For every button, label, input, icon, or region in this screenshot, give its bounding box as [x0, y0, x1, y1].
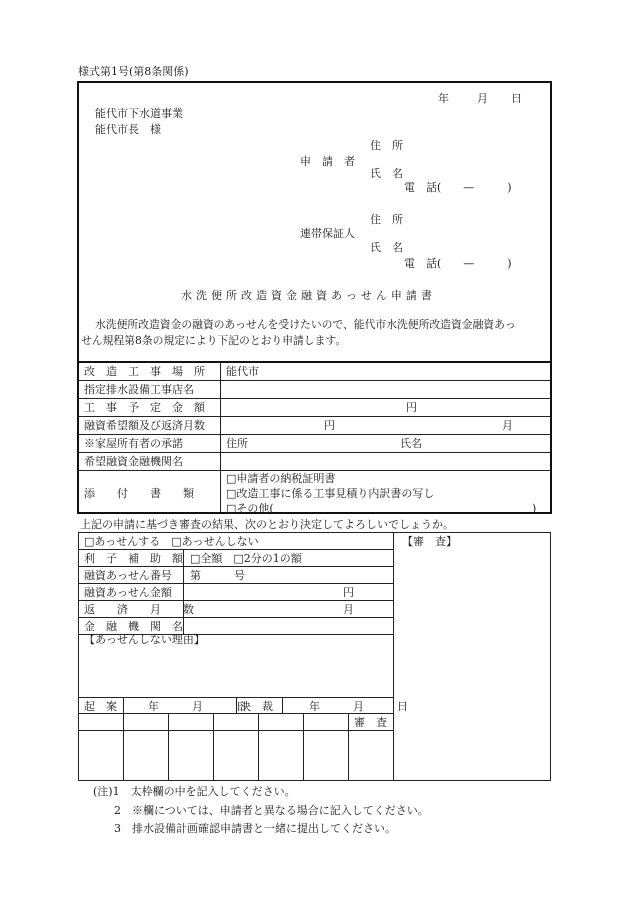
number-label: 融資あっせん番号	[84, 569, 172, 582]
date-day: 日	[511, 92, 522, 105]
bank-label: 金 融 機 関 名	[84, 620, 183, 633]
guarantor-role: 連帯保証人	[300, 227, 355, 240]
frame-bottom	[77, 512, 552, 514]
review-label: 審 査	[354, 716, 387, 729]
r4-unit-yen: 円	[324, 419, 335, 432]
r7-item2: □改造工事に係る工事見積り内訳書の写し	[226, 487, 435, 500]
r5-addr: 住所	[226, 437, 248, 450]
draft-date: 年 月 日	[148, 700, 247, 713]
note-3: 3 排水設備計画確認申請書と一緒に提出してください。	[114, 822, 396, 835]
frame-left	[77, 81, 79, 514]
form-title: 水洗便所改造資金融資あっせん申請書	[181, 289, 436, 302]
applicant-address-label: 住 所	[370, 139, 403, 152]
body-line1: 水洗便所改造資金の融資のあっせんを受けたいので、能代市水洗便所改造資金融資あっ	[95, 318, 516, 331]
guarantor-phone-label: 電 話( — )	[404, 257, 512, 270]
date-month: 月	[477, 92, 488, 105]
note-1: (注)1 太枠欄の中を記入してください。	[93, 785, 296, 798]
amount-label: 融資あっせん金額	[84, 586, 172, 599]
frame-top	[77, 81, 552, 83]
number-value: 第 号	[190, 569, 245, 582]
table-col-divider	[220, 363, 221, 512]
subsidy-label: 利 子 補 助 額	[84, 552, 183, 565]
r2-label: 指定排水設備工事店名	[84, 383, 194, 396]
approval-date: 年 月 日	[309, 700, 408, 713]
r5-label: ※家屋所有者の承諾	[84, 437, 183, 450]
r4-unit-month: 月	[502, 419, 513, 432]
guarantor-address-label: 住 所	[370, 213, 403, 226]
applicant-role: 申 請 者	[300, 155, 355, 168]
table-top	[77, 361, 552, 363]
approval-label: 決 裁	[240, 700, 273, 713]
addressee-line1: 能代市下水道事業	[95, 107, 183, 120]
r3-unit: 円	[406, 401, 417, 414]
r7-item1: □申請者の納税証明書	[226, 472, 336, 485]
subsidy-value: □全額 □2分の1の額	[190, 552, 302, 565]
body-line2: せん規程第8条の規定により下記のとおり申請します。	[81, 334, 347, 347]
decision-intro: 上記の申請に基づき審査の結果、次のとおり決定してよろしいでしょうか。	[80, 518, 454, 531]
r7-label: 添 付 書 類	[84, 487, 194, 500]
reason-label: 【あっせんしない理由】	[84, 633, 205, 646]
r3-label: 工 事 予 定 金 額	[84, 401, 205, 414]
r5-name: 氏名	[400, 437, 422, 450]
addressee-line2: 能代市長 様	[95, 123, 161, 136]
applicant-name-label: 氏 名	[370, 167, 403, 180]
choice: □あっせんする □あっせんしない	[84, 535, 259, 548]
note-2: 2 ※欄については、申請者と異なる場合に記入してください。	[114, 804, 429, 817]
form-id: 様式第1号(第8条関係)	[78, 65, 189, 78]
applicant-phone-label: 電 話( — )	[404, 181, 512, 194]
review-header: 【審 査】	[402, 535, 457, 548]
r1-value: 能代市	[226, 365, 259, 378]
months-label: 返 済 月 数	[84, 603, 194, 616]
date-year: 年	[438, 92, 449, 105]
draft-label: 起 案	[84, 700, 117, 713]
r1-label: 改 造 工 事 場 所	[84, 365, 205, 378]
guarantor-name-label: 氏 名	[370, 241, 403, 254]
r6-label: 希望融資金融機関名	[84, 455, 183, 468]
r4-label: 融資希望額及び返済月数	[84, 419, 205, 432]
r7-item3-close: )	[532, 502, 537, 515]
months-unit: 月	[343, 603, 354, 616]
review-divider	[393, 532, 394, 780]
amount-unit: 円	[343, 586, 354, 599]
r7-item3: □その他(	[226, 502, 274, 515]
frame-right	[550, 81, 552, 514]
